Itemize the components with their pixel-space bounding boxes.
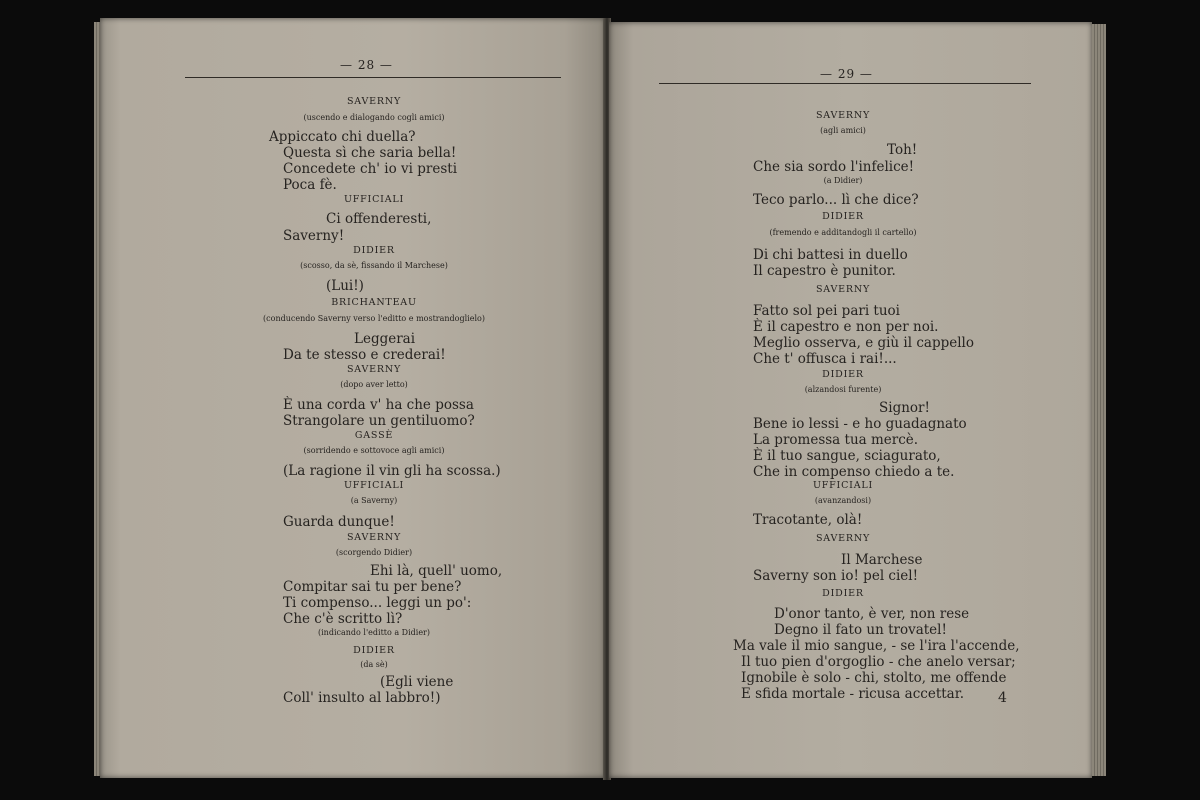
right-verse-line: Che in compenso chiedo a te. [753, 464, 955, 480]
right-verse-line: È il tuo sangue, sciagurato, [753, 448, 941, 464]
right-verse-line: Meglio osserva, e giù il cappello [753, 335, 974, 351]
left-stage-direction: (a Saverny) [350, 496, 398, 505]
right-speaker-name: SAVERNY [815, 110, 871, 121]
right-verse-line: Ma vale il mio sangue, - se l'ira l'accende, [733, 638, 1020, 654]
right-stage-direction: (avanzandosi) [814, 496, 872, 505]
right-page-text [609, 22, 1092, 778]
left-speaker-name: SAVERNY [346, 96, 402, 107]
right-verse-line: Saverny son io! pel ciel! [753, 568, 919, 584]
right-speaker-name: DIDIER [822, 369, 864, 380]
left-verse-line: Ci offenderesti, [326, 211, 432, 227]
left-verse-line: Ehi là, quell' uomo, [370, 563, 503, 579]
right-verse-line: Toh! [887, 142, 918, 158]
right-verse-line: È il capestro e non per noi. [753, 319, 939, 335]
right-verse-line: Il capestro è punitor. [753, 263, 896, 279]
right-verse-line: Teco parlo... lì che dice? [753, 192, 919, 208]
left-speaker-name: GASSÈ [354, 430, 394, 441]
left-speaker-name: DIDIER [353, 645, 395, 656]
right-verse-line: E sfida mortale - ricusa accettar. [741, 686, 964, 702]
right-verse-line: Degno il fato un trovatel! [774, 622, 947, 638]
right-verse-line: Bene io lessi - e ho guadagnato [753, 416, 967, 432]
left-speaker-name: SAVERNY [346, 364, 402, 375]
right-speaker-name: SAVERNY [815, 533, 871, 544]
right-speaker-name: DIDIER [822, 588, 864, 599]
right-verse-line: La promessa tua mercè. [753, 432, 919, 448]
left-stage-direction: (dopo aver letto) [340, 380, 408, 389]
right-verse-line: Che t' offusca i rai!... [753, 351, 897, 367]
left-verse-line: (La ragione il vin gli ha scossa.) [283, 463, 501, 479]
right-verse-line: Di chi battesi in duello [753, 247, 908, 263]
page-number-right: — 29 — [820, 67, 873, 81]
left-verse-line: Ti compenso... leggi un po': [283, 595, 472, 611]
left-verse-line: È una corda v' ha che possa [283, 397, 474, 413]
left-stage-direction: (conducendo Saverny verso l'editto e mostrandoglielo) [263, 314, 485, 323]
right-verse-line: Il tuo pien d'orgoglio - che anelo versar; [741, 654, 1016, 670]
left-stage-direction: (scorgendo Didier) [335, 548, 413, 557]
left-verse-line: Che c'è scritto lì? [283, 611, 403, 627]
left-stage-direction: (sorridendo e sottovoce agli amici) [303, 446, 445, 455]
left-verse-line: Concedete ch' io vi presti [283, 161, 458, 177]
signature-mark: 4 [998, 690, 1007, 706]
left-stage-direction: (da sè) [360, 660, 388, 669]
right-speaker-name: SAVERNY [815, 284, 871, 295]
left-verse-line: Compitar sai tu per bene? [283, 579, 462, 595]
left-verse-line: Appiccato chi duella? [269, 129, 416, 145]
left-speaker-name: SAVERNY [346, 532, 402, 543]
right-verse-line: Signor! [879, 400, 930, 416]
right-verse-line: Tracotante, olà! [753, 512, 863, 528]
left-page-text [100, 18, 605, 778]
left-verse-line: Strangolare un gentiluomo? [283, 413, 475, 429]
left-verse-line: Guarda dunque! [283, 514, 395, 530]
left-stage-direction: (uscendo e dialogando cogli amici) [303, 113, 445, 122]
left-verse-line: Saverny! [283, 228, 345, 244]
page-number-left: — 28 — [340, 58, 393, 72]
left-speaker-name: UFFICIALI [343, 480, 405, 491]
left-verse-line: (Egli viene [380, 674, 454, 690]
right-stage-direction: (alzandosi furente) [804, 385, 882, 394]
right-speaker-name: DIDIER [822, 211, 864, 222]
left-verse-line: Leggerai [354, 331, 416, 347]
right-page [609, 22, 1092, 778]
right-stage-direction: (agli amici) [820, 126, 866, 135]
left-verse-line: Coll' insulto al labbro!) [283, 690, 441, 706]
right-verse-line: D'onor tanto, è ver, non rese [774, 606, 970, 622]
right-verse-line: Fatto sol pei pari tuoi [753, 303, 900, 319]
right-stage-direction: (fremendo e additandogli il cartello) [769, 228, 917, 237]
left-verse-line: Questa sì che saria bella! [283, 145, 457, 161]
right-verse-line: Che sia sordo l'infelice! [753, 159, 915, 175]
left-stage-direction: (indicando l'editto a Didier) [318, 628, 430, 637]
right-stage-direction: (a Didier) [823, 176, 863, 185]
left-speaker-name: DIDIER [353, 245, 395, 256]
right-page-edges [1092, 24, 1106, 776]
left-verse-line: Da te stesso e crederai! [283, 347, 446, 363]
left-verse-line: (Lui!) [326, 278, 364, 294]
left-speaker-name: BRICHANTEAU [331, 297, 417, 308]
right-speaker-name: UFFICIALI [812, 480, 874, 491]
left-verse-line: Poca fè. [283, 177, 337, 193]
left-page [100, 18, 605, 778]
left-stage-direction: (scosso, da sè, fissando il Marchese) [300, 261, 448, 270]
right-verse-line: Ignobile è solo - chi, stolto, me offende [741, 670, 1007, 686]
left-speaker-name: UFFICIALI [343, 194, 405, 205]
right-verse-line: Il Marchese [841, 552, 923, 568]
